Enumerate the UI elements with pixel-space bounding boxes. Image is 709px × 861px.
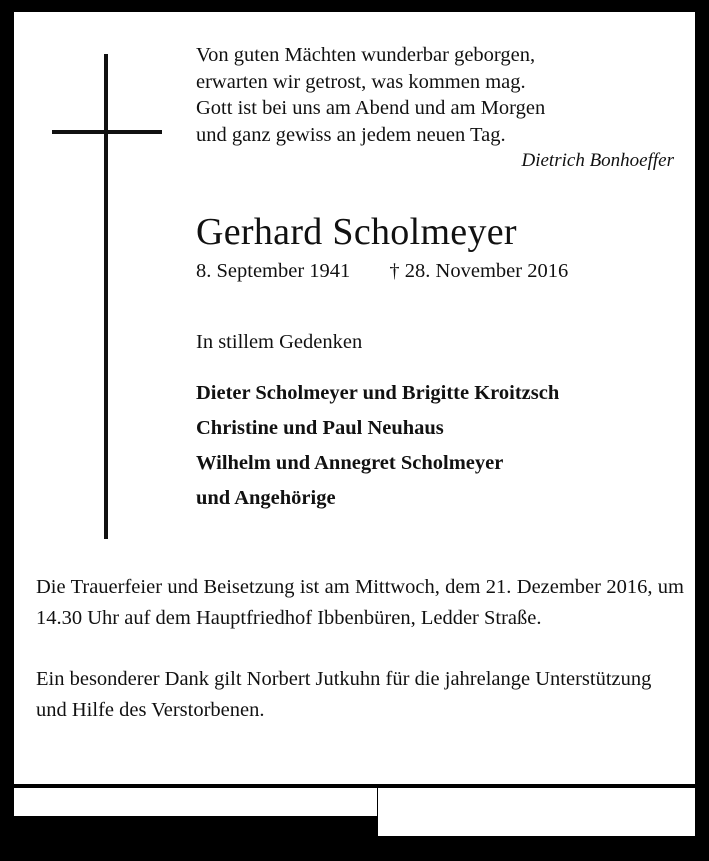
cross-horizontal-bar — [52, 130, 162, 134]
life-dates — [196, 260, 676, 283]
family-line-4: und Angehörige — [196, 487, 336, 509]
thanks-text: Ein besonderer Dank gilt Norbert Jutkuhn für die jahrelange Unterstützung und Hilfe des Verstorbenen. — [36, 668, 652, 721]
poem-line-2: erwarten wir getrost, was kommen mag. — [196, 70, 526, 93]
funeral-details-text: Die Trauerfeier und Beisetzung ist am Mittwoch, dem 21. Dezember 2016, um 14.30 Uhr auf dem Hauptfriedhof Ibbenbüren, Ledder Straße. — [36, 576, 684, 629]
cross-vertical-bar — [104, 54, 108, 539]
bottom-white-block-right — [378, 788, 695, 836]
family-line-1: Dieter Scholmeyer und Brigitte Kroitzsch — [196, 382, 560, 404]
poem-line-1: Von guten Mächten wunderbar geborgen, — [196, 44, 536, 66]
bottom-white-block-left — [14, 788, 377, 816]
memory-line: In stillem Gedenken — [196, 331, 363, 353]
deceased-name: Gerhard Scholmeyer — [196, 211, 517, 253]
cross-icon — [52, 54, 162, 539]
birth-date: 8. September 1941 — [196, 260, 351, 282]
family-line-2: Christine und Paul Neuhaus — [196, 417, 444, 439]
death-date: † 28. November 2016 — [389, 260, 569, 282]
poem-block — [196, 42, 676, 148]
poem-line-4: und ganz gewiss an jedem neuen Tag. — [196, 123, 506, 146]
family-block — [196, 376, 676, 516]
poem-author: Dietrich Bonhoeffer — [521, 150, 674, 171]
poem-line-3: Gott ist bei uns am Abend und am Morgen — [196, 97, 546, 119]
family-line-3: Wilhelm und Annegret Scholmeyer — [196, 452, 504, 474]
notice-card — [14, 12, 695, 784]
lower-paragraphs — [36, 572, 684, 726]
notice-content — [196, 42, 676, 516]
